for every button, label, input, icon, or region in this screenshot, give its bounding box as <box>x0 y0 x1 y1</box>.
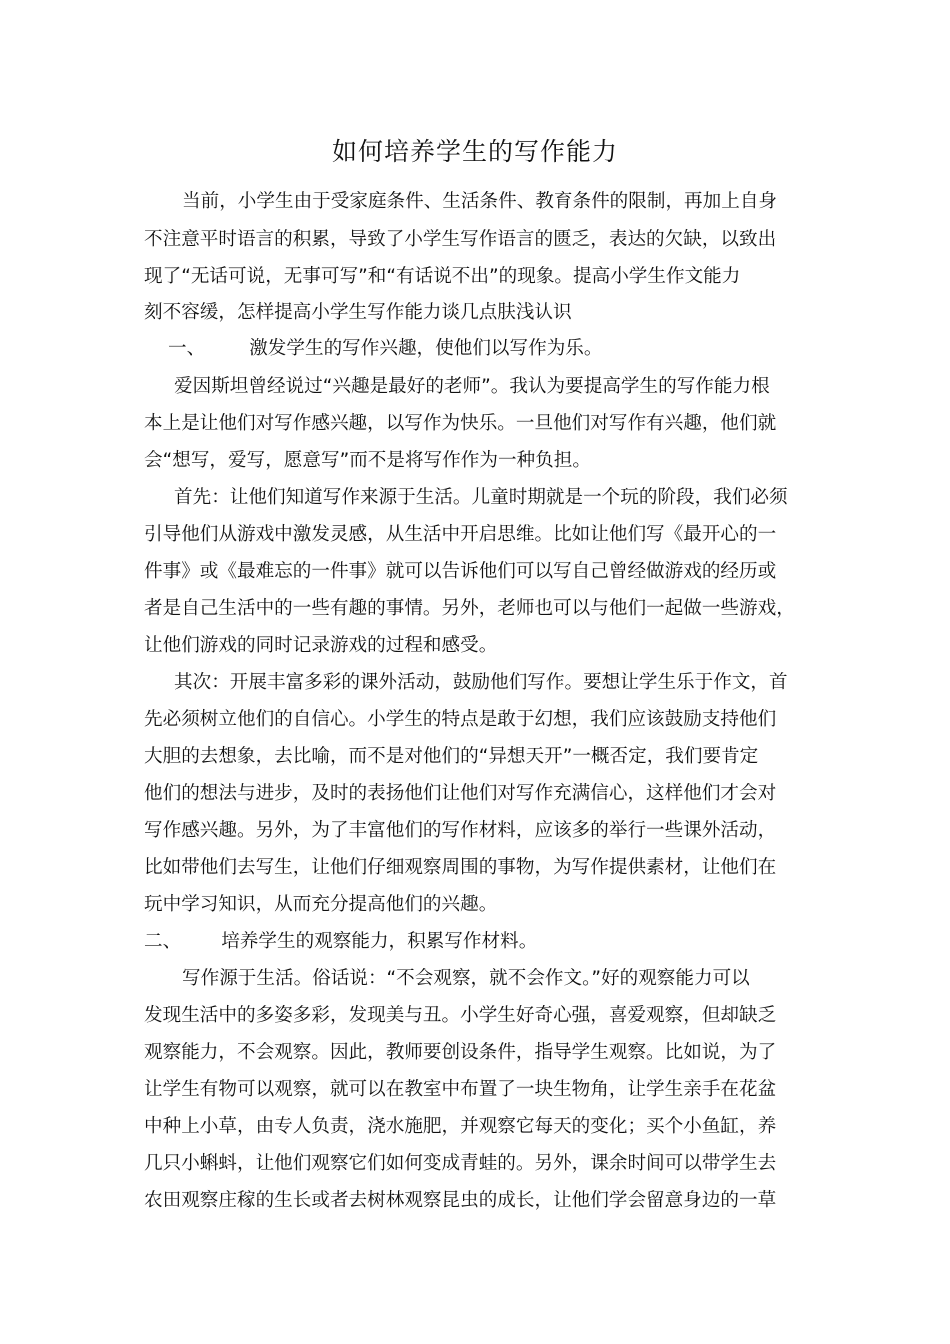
paragraph-line: 他们的想法与进步，及时的表扬他们让他们对写作充满信心，这样他们才会对 <box>144 783 777 804</box>
paragraph-line: 本上是让他们对写作感兴趣，以写作为快乐。一旦他们对写作有兴趣，他们就 <box>144 413 777 434</box>
paragraph-line: 大胆的去想象，去比喻，而不是对他们的“异想天开”一概否定，我们要肯定 <box>144 746 759 767</box>
section-heading-text: 激发学生的写作兴趣，使他们以写作为乐。 <box>249 338 603 359</box>
paragraph-line: 现了“无话可说，无事可写”和“有话说不出”的现象。提高小学生作文能力 <box>144 266 741 287</box>
paragraph-line: 其次：开展丰富多彩的课外活动，鼓励他们写作。要想让学生乐于作文，首 <box>174 672 788 693</box>
paragraph-line: 玩中学习知识，从而充分提高他们的兴趣。 <box>144 894 498 915</box>
paragraph-line: 爱因斯坦曾经说过“兴趣是最好的老师”。我认为要提高学生的写作能力根 <box>174 376 770 397</box>
paragraph-line: 写作源于生活。俗话说：“不会观察，就不会作文。”好的观察能力可以 <box>182 968 750 989</box>
paragraph-line: 当前，小学生由于受家庭条件、生活条件、教育条件的限制，再加上自身 <box>182 191 778 212</box>
paragraph-line: 发现生活中的多姿多彩，发现美与丑。小学生好奇心强，喜爱观察，但却缺乏 <box>144 1005 777 1026</box>
paragraph-line: 件事》或《最难忘的一件事》就可以告诉他们可以写自己曾经做游戏的经历或 <box>144 561 777 582</box>
paragraph-line: 不注意平时语言的积累，导致了小学生写作语言的匮乏，表达的欠缺，以致出 <box>144 229 777 250</box>
paragraph-line: 比如带他们去写生，让他们仔细观察周围的事物，为写作提供素材，让他们在 <box>144 857 777 878</box>
document-title: 如何培养学生的写作能力 <box>331 137 618 166</box>
paragraph-line: 引导他们从游戏中激发灵感，从生活中开启思维。比如让他们写《最开心的一 <box>144 524 777 545</box>
paragraph-line: 刻不容缓，怎样提高小学生写作能力谈几点肤浅认识 <box>144 302 572 323</box>
paragraph-line: 让他们游戏的同时记录游戏的过程和感受。 <box>144 635 498 656</box>
section-number: 二、 <box>144 931 182 952</box>
paragraph-line: 会“想写，爱写，愿意写”而不是将写作作为一种负担。 <box>144 450 591 471</box>
section-heading-one <box>168 336 603 362</box>
section-number: 一、 <box>168 338 206 359</box>
paragraph-line: 几只小蝌蚪，让他们观察它们如何变成青蛙的。另外，课余时间可以带学生去 <box>144 1153 777 1174</box>
paragraph-line: 写作感兴趣。另外，为了丰富他们的写作材料，应该多的举行一些课外活动， <box>144 820 777 841</box>
paragraph-line: 观察能力，不会观察。因此，教师要创设条件，指导学生观察。比如说，为了 <box>144 1042 777 1063</box>
paragraph-line: 中种上小草，由专人负责，浇水施肥，并观察它每天的变化；买个小鱼缸，养 <box>144 1116 777 1137</box>
section-heading-two <box>144 929 537 955</box>
paragraph-line: 首先：让他们知道写作来源于生活。儿童时期就是一个玩的阶段，我们必须 <box>174 487 788 508</box>
paragraph-line: 者是自己生活中的一些有趣的事情。另外，老师也可以与他们一起做一些游戏， <box>144 598 795 619</box>
paragraph-line: 先必须树立他们的自信心。小学生的特点是敢于幻想，我们应该鼓励支持他们 <box>144 709 777 730</box>
paragraph-line: 让学生有物可以观察，就可以在教室中布置了一块生物角，让学生亲手在花盆 <box>144 1079 777 1100</box>
paragraph-line: 农田观察庄稼的生长或者去树林观察昆虫的成长，让他们学会留意身边的一草 <box>144 1190 777 1211</box>
section-heading-text: 培养学生的观察能力，积累写作材料。 <box>221 931 538 952</box>
